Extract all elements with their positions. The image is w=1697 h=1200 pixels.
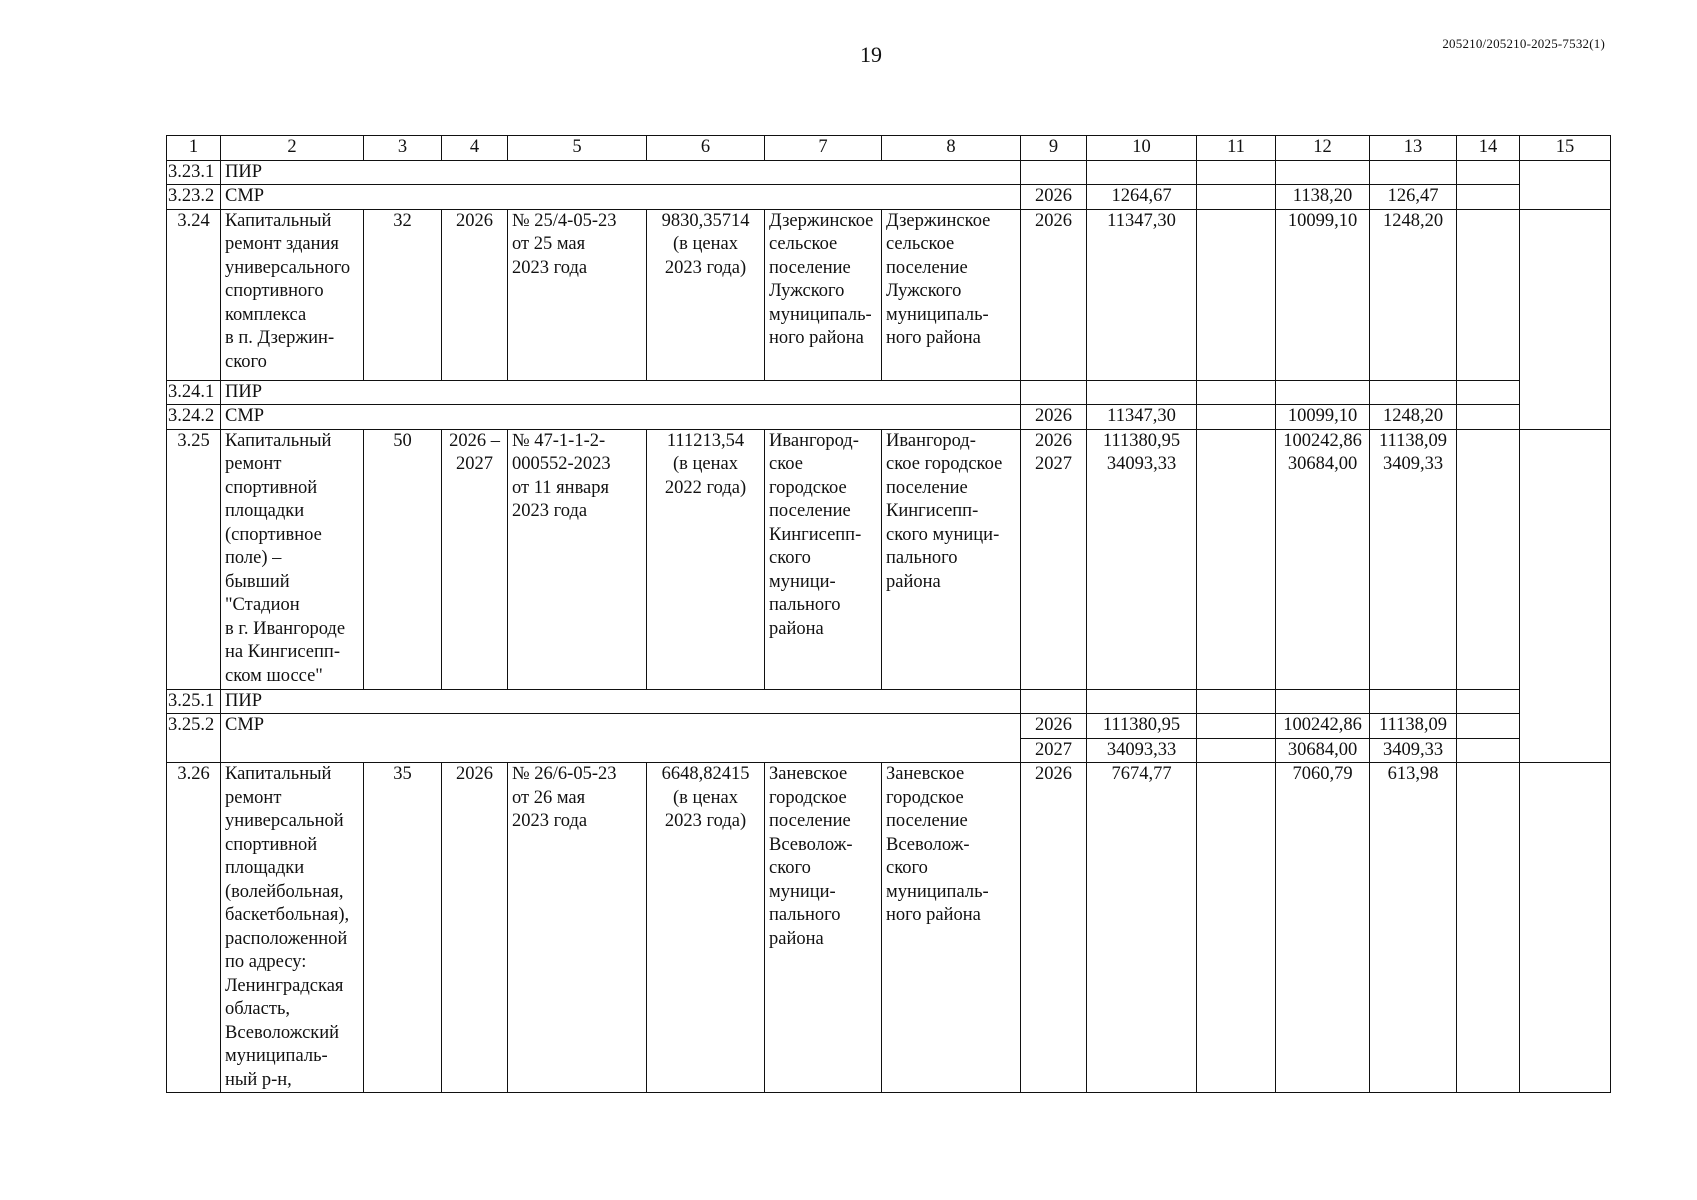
amount-cell: 7060,79 (1276, 763, 1370, 1093)
year-cell: 2026 2027 (1021, 429, 1087, 689)
year-cell: 2026 (1021, 405, 1087, 430)
amount-cell: 111380,95 34093,33 (1087, 429, 1197, 689)
table-row (167, 380, 1611, 405)
cost-cell: 111213,54 (в ценах 2022 года) (647, 429, 765, 689)
amount-cell: 1138,20 (1276, 185, 1370, 210)
period-cell: 2026 (442, 209, 508, 380)
col-header: 15 (1520, 136, 1611, 161)
amount-cell: 126,47 (1370, 185, 1457, 210)
amount-cell: 11138,09 (1370, 714, 1457, 739)
owner-cell: Ивангород- ское городское поселение Кингисепп- ского муници- пального района (882, 429, 1021, 689)
col-header: 11 (1197, 136, 1276, 161)
recipient-cell: Заневское городское поселение Всеволож- ского муници- пального района (765, 763, 882, 1093)
table-row (167, 429, 1611, 689)
period-cell: 2026 (442, 763, 508, 1093)
object-name: Капитальный ремонт спортивной площадки (спортивное поле) – бывший "Стадион в г. Ивангороде на Кингисепп- ском шоссе" (221, 429, 364, 689)
row-label: ПИР (221, 160, 1021, 185)
row-code: 3.26 (167, 763, 221, 1093)
table-row (167, 405, 1611, 430)
cost-cell: 6648,82415 (в ценах 2023 года) (647, 763, 765, 1093)
table-row (167, 738, 1611, 763)
col-header: 6 (647, 136, 765, 161)
col-header: 2 (221, 136, 364, 161)
row-label: СМР (221, 405, 1021, 430)
capacity-cell: 32 (364, 209, 442, 380)
row-label: СМР (221, 714, 1021, 739)
object-name: Капитальный ремонт универсальной спортивной площадки (волейбольная, баскетбольная), расположенной по адресу: Ленинградская область, Всеволожский муниципаль- ный р-н, (221, 763, 364, 1093)
expertise-cell: № 47-1-1-2- 000552-2023 от 11 января 2023 года (508, 429, 647, 689)
capacity-cell: 50 (364, 429, 442, 689)
table-header-row (167, 136, 1611, 161)
row-code: 3.24.2 (167, 405, 221, 430)
table-row (167, 689, 1611, 714)
row-label: ПИР (221, 689, 1021, 714)
col-header: 10 (1087, 136, 1197, 161)
col-header: 12 (1276, 136, 1370, 161)
owner-cell: Дзержинское сельское поселение Лужского муниципаль- ного района (882, 209, 1021, 380)
amount-cell: 613,98 (1370, 763, 1457, 1093)
capacity-cell: 35 (364, 763, 442, 1093)
amount-cell: 11347,30 (1087, 209, 1197, 380)
row-code: 3.24 (167, 209, 221, 380)
cost-cell: 9830,35714 (в ценах 2023 года) (647, 209, 765, 380)
year-cell: 2026 (1021, 714, 1087, 739)
amount-cell: 10099,10 (1276, 405, 1370, 430)
row-code: 3.23.2 (167, 185, 221, 210)
col-header: 9 (1021, 136, 1087, 161)
year-cell: 2026 (1021, 763, 1087, 1093)
col-header: 8 (882, 136, 1021, 161)
period-cell: 2026 – 2027 (442, 429, 508, 689)
row-code: 3.25.1 (167, 689, 221, 714)
col-header: 5 (508, 136, 647, 161)
amount-cell: 11138,09 3409,33 (1370, 429, 1457, 689)
recipient-cell: Ивангород- ское городское поселение Кингисепп- ского муници- пального района (765, 429, 882, 689)
amount-cell: 1248,20 (1370, 209, 1457, 380)
amount-cell: 30684,00 (1276, 738, 1370, 763)
table-row (167, 160, 1611, 185)
table-row (167, 714, 1611, 739)
table-row (167, 185, 1611, 210)
row-label: СМР (221, 185, 1021, 210)
col-header: 4 (442, 136, 508, 161)
amount-cell: 100242,86 (1276, 714, 1370, 739)
program-table (166, 135, 1611, 1093)
col-header: 7 (765, 136, 882, 161)
year-cell: 2027 (1021, 738, 1087, 763)
year-cell: 2026 (1021, 209, 1087, 380)
amount-cell: 1248,20 (1370, 405, 1457, 430)
col-header: 13 (1370, 136, 1457, 161)
page-number: 19 (860, 42, 882, 67)
amount-cell: 34093,33 (1087, 738, 1197, 763)
amount-cell: 1264,67 (1087, 185, 1197, 210)
recipient-cell: Дзержинское сельское поселение Лужского муниципаль- ного района (765, 209, 882, 380)
amount-cell: 10099,10 (1276, 209, 1370, 380)
owner-cell: Заневское городское поселение Всеволож- ского муниципаль- ного района (882, 763, 1021, 1093)
table-row (167, 763, 1611, 1093)
expertise-cell: № 26/6-05-23 от 26 мая 2023 года (508, 763, 647, 1093)
document-id: 205210/205210-2025-7532(1) (1442, 36, 1605, 51)
row-code: 3.24.1 (167, 380, 221, 405)
col-header: 3 (364, 136, 442, 161)
row-code: 3.23.1 (167, 160, 221, 185)
amount-cell: 3409,33 (1370, 738, 1457, 763)
col-header: 1 (167, 136, 221, 161)
amount-cell: 7674,77 (1087, 763, 1197, 1093)
col-header: 14 (1457, 136, 1520, 161)
object-name: Капитальный ремонт здания универсального спортивного комплекса в п. Дзержин- ского (221, 209, 364, 380)
amount-cell: 100242,86 30684,00 (1276, 429, 1370, 689)
amount-cell: 111380,95 (1087, 714, 1197, 739)
amount-cell: 11347,30 (1087, 405, 1197, 430)
row-code: 3.25.2 (167, 714, 221, 739)
expertise-cell: № 25/4-05-23 от 25 мая 2023 года (508, 209, 647, 380)
table-row (167, 209, 1611, 380)
row-label: ПИР (221, 380, 1021, 405)
year-cell: 2026 (1021, 185, 1087, 210)
row-code: 3.25 (167, 429, 221, 689)
